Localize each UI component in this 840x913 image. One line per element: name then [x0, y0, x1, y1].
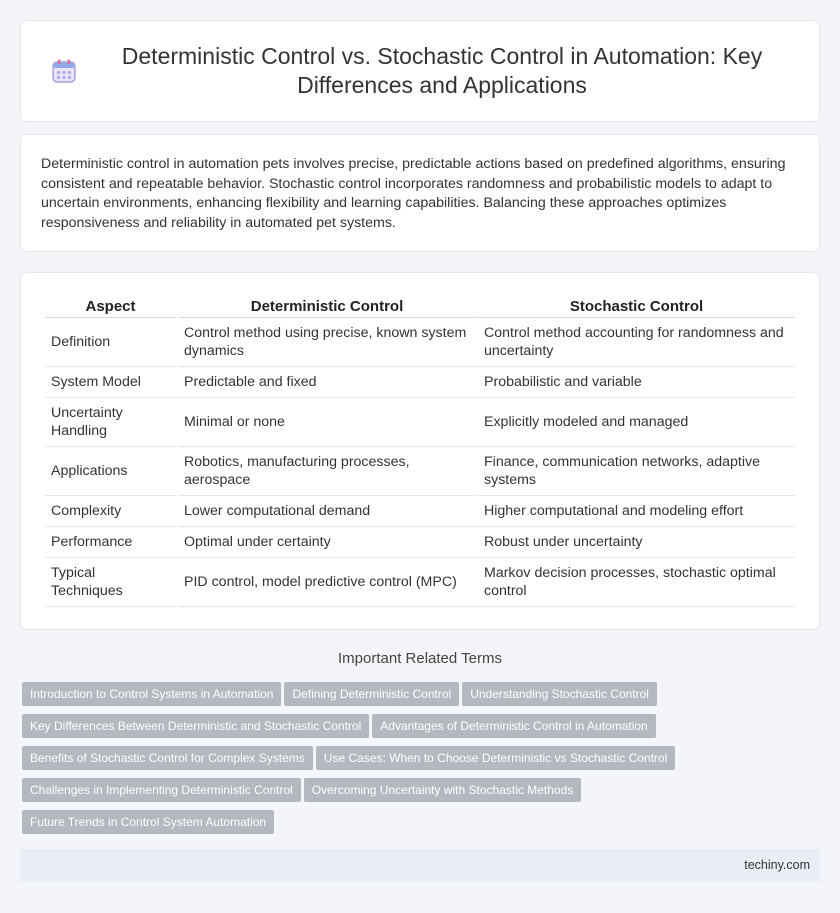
related-term-tag[interactable]: Introduction to Control Systems in Automation	[22, 682, 281, 706]
table-row	[45, 447, 795, 496]
comparison-table	[43, 295, 797, 607]
related-term-tag[interactable]: Benefits of Stochastic Control for Complex Systems	[22, 746, 313, 770]
table-row	[45, 527, 795, 558]
header-aspect: Aspect	[45, 295, 176, 318]
title-card	[20, 20, 820, 122]
related-terms-title: Important Related Terms	[338, 650, 502, 667]
footer-brand-link[interactable]: techiny.com	[744, 858, 810, 872]
aspect-cell: Applications	[45, 447, 176, 496]
deterministic-cell: Control method using precise, known system dynamics	[178, 318, 476, 367]
deterministic-cell: Lower computational demand	[178, 496, 476, 527]
stochastic-cell: Robust under uncertainty	[478, 527, 795, 558]
page-title: Deterministic Control vs. Stochastic Control in Automation: Key Differences and Applications	[121, 43, 763, 98]
deterministic-cell: Minimal or none	[178, 398, 476, 447]
summary-text: Deterministic control in automation pets involves precise, predictable actions based on predefined algorithms, ensuring consistent and repeatable behavior. Stochastic control incorporates randomness and probabilistic models to adapt to uncertain environments, enhancing flexibility and learning capabilities. Balancing these approaches optimizes responsiveness and reliability in automated pet systems.	[41, 156, 786, 231]
table-row	[45, 558, 795, 607]
aspect-cell: Complexity	[45, 496, 176, 527]
related-term-tag[interactable]: Defining Deterministic Control	[284, 682, 459, 706]
related-term-tag[interactable]: Advantages of Deterministic Control in Automation	[372, 714, 655, 738]
deterministic-cell: Robotics, manufacturing processes, aerospace	[178, 447, 476, 496]
stochastic-cell: Explicitly modeled and managed	[478, 398, 795, 447]
table-header-row	[45, 295, 795, 318]
stochastic-cell: Higher computational and modeling effort	[478, 496, 795, 527]
stochastic-cell: Probabilistic and variable	[478, 367, 795, 398]
footer	[20, 849, 820, 882]
header-stochastic: Stochastic Control	[478, 295, 795, 318]
related-term-tag[interactable]: Key Differences Between Deterministic and Stochastic Control	[22, 714, 369, 738]
related-terms-tags	[22, 682, 712, 842]
aspect-cell: Definition	[45, 318, 176, 367]
header-deterministic: Deterministic Control	[178, 295, 476, 318]
aspect-cell: Uncertainty Handling	[45, 398, 176, 447]
table-row	[45, 318, 795, 367]
related-term-tag[interactable]: Understanding Stochastic Control	[462, 682, 657, 706]
table-row	[45, 398, 795, 447]
related-term-tag[interactable]: Use Cases: When to Choose Deterministic vs Stochastic Control	[316, 746, 675, 770]
aspect-cell: Typical Techniques	[45, 558, 176, 607]
stochastic-cell: Markov decision processes, stochastic optimal control	[478, 558, 795, 607]
related-term-tag[interactable]: Overcoming Uncertainty with Stochastic Methods	[304, 778, 581, 802]
aspect-cell: System Model	[45, 367, 176, 398]
comparison-table-card	[20, 272, 820, 630]
summary-card	[20, 134, 820, 252]
deterministic-cell: Predictable and fixed	[178, 367, 476, 398]
aspect-cell: Performance	[45, 527, 176, 558]
table-row	[45, 367, 795, 398]
related-term-tag[interactable]: Challenges in Implementing Deterministic Control	[22, 778, 301, 802]
deterministic-cell: Optimal under certainty	[178, 527, 476, 558]
stochastic-cell: Control method accounting for randomness and uncertainty	[478, 318, 795, 367]
deterministic-cell: PID control, model predictive control (MPC)	[178, 558, 476, 607]
table-row	[45, 496, 795, 527]
calendar-icon	[51, 58, 77, 84]
related-term-tag[interactable]: Future Trends in Control System Automation	[22, 810, 274, 834]
stochastic-cell: Finance, communication networks, adaptive systems	[478, 447, 795, 496]
